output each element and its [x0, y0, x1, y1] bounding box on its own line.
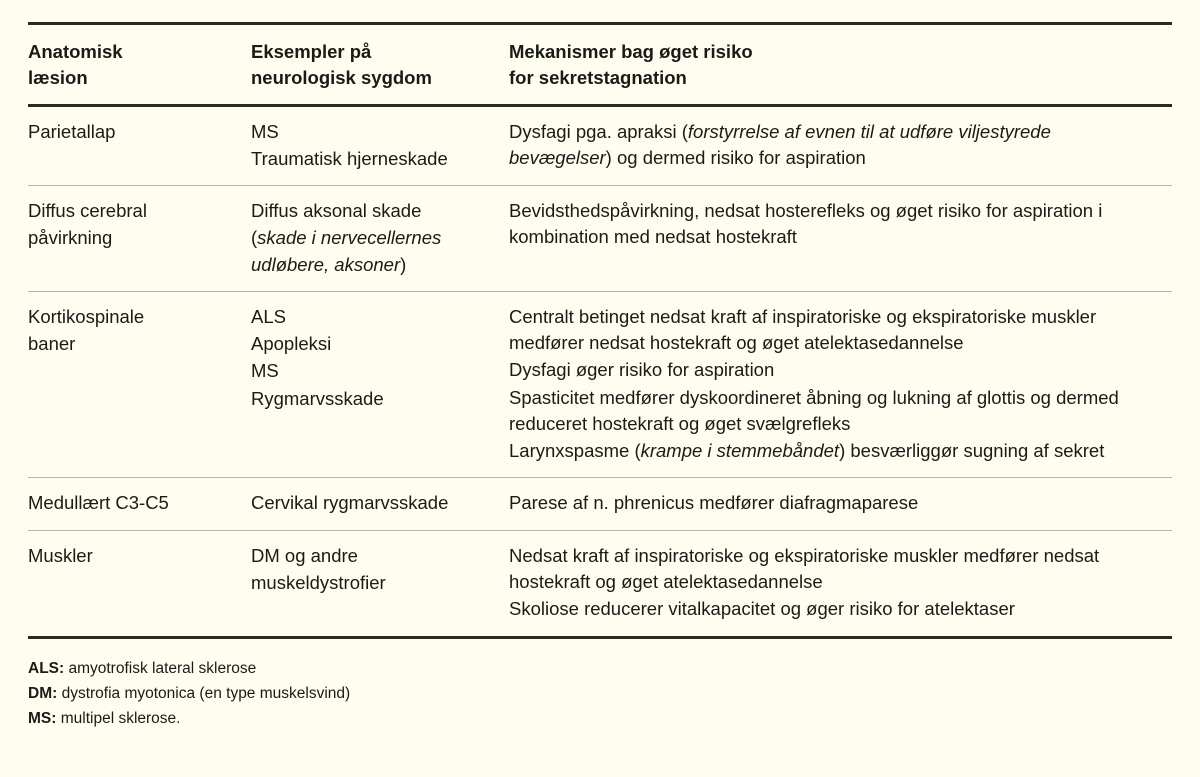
disease-line: Cervikal rygmarvsskade — [251, 492, 449, 514]
disease-line: ALS — [251, 305, 286, 327]
cell-neurologisk-sygdom — [251, 478, 509, 530]
mechanism-line: Nedsat kraft af inspiratoriske og ekspiratoriske muskler medfører nedsat hostekraft og øget atelektasedannelse — [509, 544, 1100, 592]
cell-mekanismer — [509, 530, 1172, 637]
mechanism-line: Parese af n. phrenicus medfører diafragmaparese — [509, 492, 919, 514]
column-header-line-2: læsion — [28, 67, 88, 89]
mechanism-line: Spasticitet medfører dyskoordineret åbning og lukning af glottis og dermed reduceret hostekraft og øget svælgrefleks — [509, 386, 1119, 434]
lesion-line: Diffus cerebral — [28, 200, 147, 222]
cell-anatomisk-laesion — [28, 186, 251, 292]
table-row — [28, 530, 1172, 637]
table-footnotes — [28, 656, 1172, 731]
footnote-definition: amyotrofisk lateral sklerose — [64, 659, 257, 677]
italic-gloss: forstyrrelse af evnen til at udføre viljestyrede bevægelser — [509, 120, 1051, 168]
italic-gloss: krampe i stemmebåndet — [640, 440, 840, 462]
disease-line: Apopleksi — [251, 333, 332, 355]
disease-line: Rygmarvsskade — [251, 387, 384, 409]
column-header-mekanismer-bag-oeget-risiko — [509, 24, 1172, 106]
cell-neurologisk-sygdom — [251, 105, 509, 186]
table-header — [28, 24, 1172, 106]
table-row — [28, 291, 1172, 478]
cell-anatomisk-laesion — [28, 478, 251, 530]
disease-line: (skade i nervecellernes udløbere, aksoner) — [251, 227, 442, 275]
mechanism-line: Centralt betinget nedsat kraft af inspiratoriske og ekspiratoriske muskler medfører nedsat hostekraft og øget atelektasedannelse — [509, 305, 1097, 354]
column-header-line-1: Eksempler på — [251, 41, 372, 62]
disease-line: MS — [251, 360, 279, 382]
cell-neurologisk-sygdom — [251, 291, 509, 478]
table-row — [28, 186, 1172, 292]
footnote-abbreviation: DM: — [28, 684, 58, 702]
cell-neurologisk-sygdom — [251, 186, 509, 292]
disease-line: Diffus aksonal skade — [251, 200, 422, 222]
mechanism-line: Larynxspasme (krampe i stemmebåndet) besværliggør sugning af sekret — [509, 440, 1105, 462]
column-header-line-2: for sekretstagnation — [509, 67, 687, 89]
cell-mekanismer — [509, 105, 1172, 186]
cell-anatomisk-laesion — [28, 105, 251, 186]
lesion-line: Kortikospinale — [28, 305, 145, 327]
table-row — [28, 105, 1172, 186]
disease-line: MS — [251, 120, 279, 142]
header-row — [28, 24, 1172, 106]
column-header-line-2: neurologisk sygdom — [251, 67, 432, 89]
disease-line: muskeldystrofier — [251, 571, 386, 593]
cell-anatomisk-laesion — [28, 530, 251, 637]
mechanism-line: Skoliose reducerer vitalkapacitet og øger risiko for atelektaser — [509, 598, 1015, 620]
lesion-line: Parietallap — [28, 120, 116, 142]
footnote — [28, 706, 1172, 731]
footnote-abbreviation: ALS: — [28, 659, 65, 677]
table-page — [0, 22, 1200, 777]
cell-mekanismer — [509, 186, 1172, 292]
table-row — [28, 478, 1172, 530]
lesion-line: Muskler — [28, 544, 93, 566]
table-body — [28, 105, 1172, 637]
lesion-line: Medullært C3-C5 — [28, 492, 169, 514]
lesion-line: baner — [28, 333, 76, 355]
cell-mekanismer — [509, 291, 1172, 478]
footnote — [28, 656, 1172, 681]
footnote-abbreviation: MS: — [28, 709, 57, 727]
lesion-line: påvirkning — [28, 227, 113, 249]
cell-anatomisk-laesion — [28, 291, 251, 478]
disease-line: Traumatisk hjerneskade — [251, 147, 448, 169]
footnote — [28, 681, 1172, 706]
footnote-definition: dystrofia myotonica (en type muskelsvind) — [57, 684, 351, 702]
mechanism-line: Dysfagi øger risiko for aspiration — [509, 359, 775, 381]
mechanism-line: Bevidsthedspåvirkning, nedsat hosterefleks og øget risiko for aspiration i kombination med nedsat hostekraft — [509, 200, 1103, 248]
mechanism-line: Dysfagi pga. apraksi (forstyrrelse af evnen til at udføre viljestyrede bevægelser) og dermed risiko for aspiration — [509, 120, 1051, 168]
column-header-eksempler-paa-neurologisk-sygdom — [251, 24, 509, 106]
column-header-line-1: Mekanismer bag øget risiko — [509, 41, 753, 62]
neurology-secretion-table — [28, 22, 1172, 639]
column-header-line-1: Anatomisk — [28, 41, 123, 62]
italic-gloss: skade i nervecellernes udløbere, aksoner — [251, 227, 442, 275]
column-header-anatomisk-laesion — [28, 24, 251, 106]
disease-line: DM og andre — [251, 544, 358, 566]
cell-mekanismer — [509, 478, 1172, 530]
cell-neurologisk-sygdom — [251, 530, 509, 637]
footnote-definition: multipel sklerose. — [56, 709, 181, 727]
